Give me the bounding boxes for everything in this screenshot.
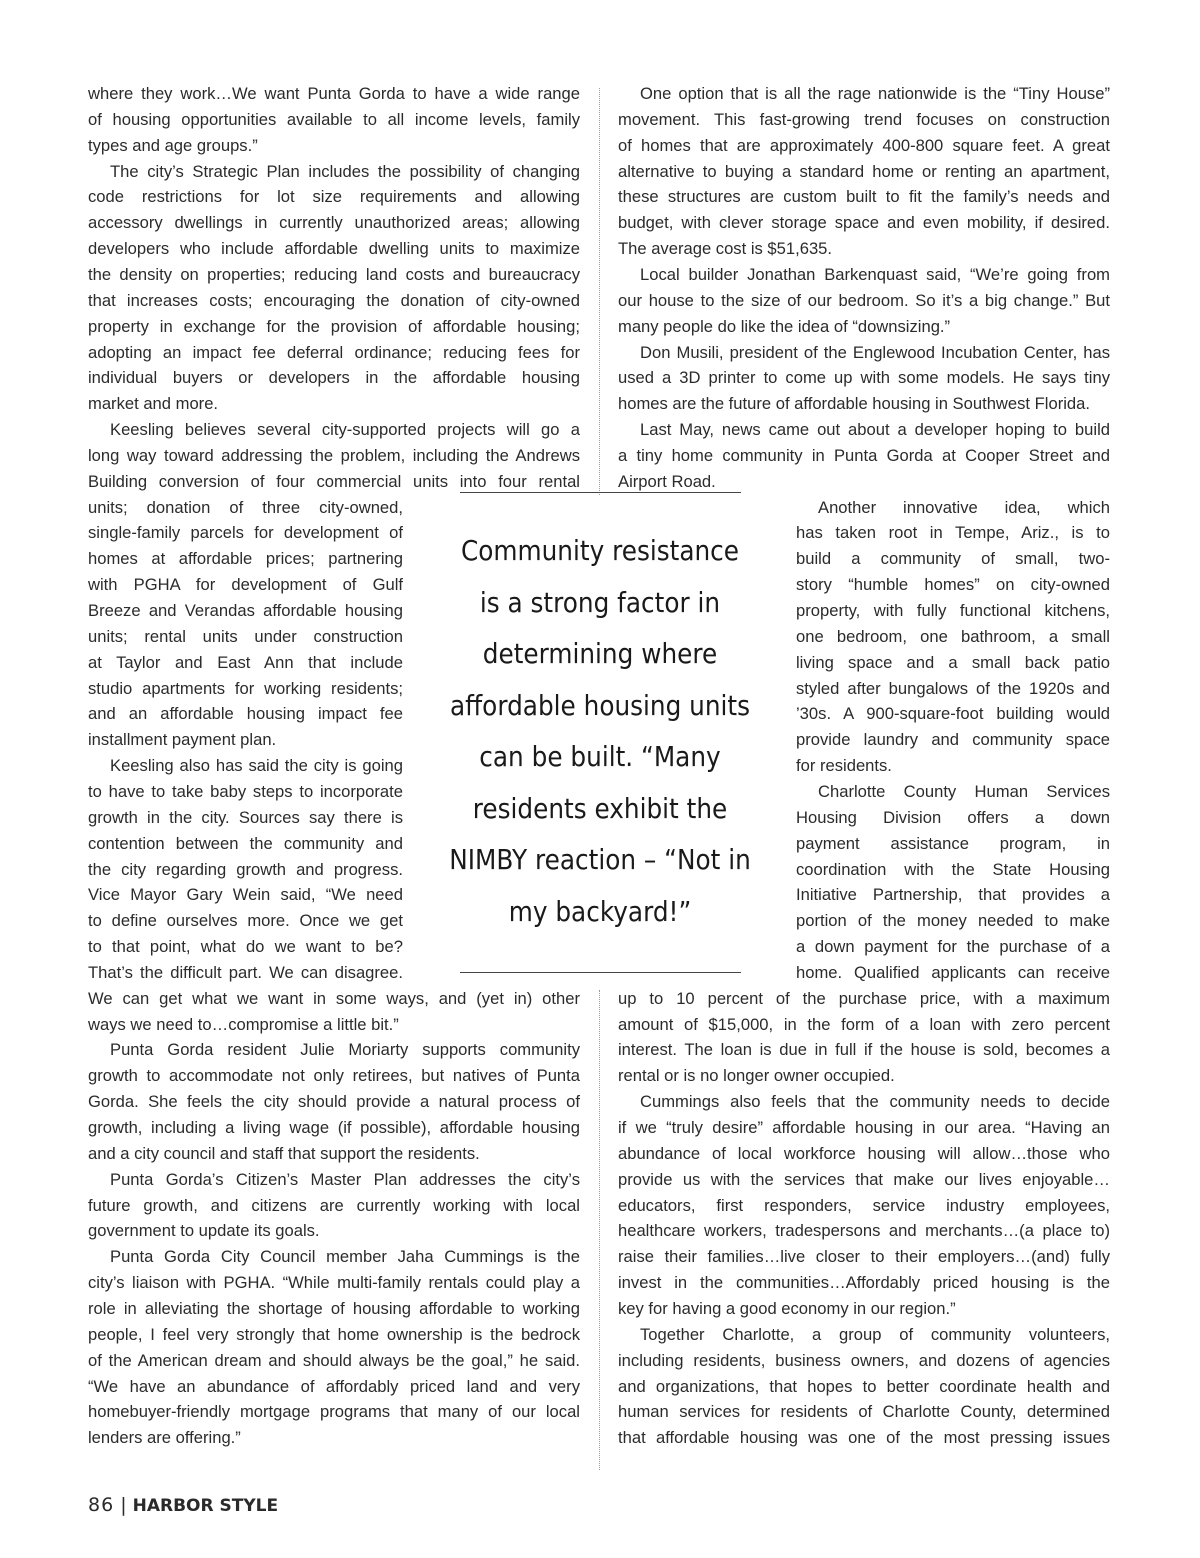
text-line: role in alleviating the shortage of housing affordable to working [88, 1298, 580, 1318]
text-line: Punta Gorda City Council member Jaha Cummings is the [110, 1247, 580, 1267]
text-line: rental or is no longer owner occupied. [618, 1066, 895, 1086]
text-line: Breeze and Verandas affordable housing [88, 601, 403, 620]
text-line: Housing Division offers a down [796, 807, 1110, 827]
text-line: long way toward addressing the problem, including the Andrews [88, 445, 580, 465]
text-line: up to 10 percent of the purchase price, with a maximum [618, 988, 1110, 1008]
text-line: the city regarding growth and progress. [88, 859, 403, 879]
text-line: homebuyer-friendly mortgage programs that many of our local [88, 1402, 580, 1422]
text-line: many people do like the idea of “downsizing.” [618, 316, 951, 336]
text-line: Building conversion of four commercial units into four rental [88, 471, 580, 491]
pull-quote-line: NIMBY reaction – “Not in [449, 844, 751, 876]
text-line: provide laundry and community space [796, 730, 1110, 750]
text-line: growth to accommodate not only retirees, but natives of Punta [88, 1066, 580, 1086]
text-line: types and age groups.” [88, 135, 258, 155]
text-line: developers who include affordable dwelling units to maximize [88, 239, 580, 259]
text-line: Initiative Partnership, that provides a [796, 885, 1110, 905]
text-line: market and more. [88, 394, 219, 414]
text-line: individual buyers or developers in the affordable housing [88, 368, 580, 388]
text-line: coordination with the State Housing [796, 859, 1110, 879]
text-line: growth in the city. Sources say there is [88, 807, 403, 827]
text-line: styled after bungalows of the 1920s and [796, 678, 1110, 698]
text-line: Vice Mayor Gary Wein said, “We need [88, 885, 403, 905]
text-line: of housing opportunities available to all income levels, family [88, 109, 580, 129]
text-line: home. Qualified applicants can receive [796, 962, 1110, 982]
text-line: people, I feel very strongly that home ownership is the bedrock [88, 1324, 580, 1344]
text-line: used a 3D printer to come up with some models. He says tiny [618, 368, 1110, 388]
text-line: lenders are offering.” [88, 1428, 241, 1448]
pull-quote-line: can be built. “Many [479, 741, 721, 773]
text-line: ’30s. A 900-square-foot building would [796, 704, 1110, 724]
text-line: That’s the difficult part. We can disagree. [88, 962, 403, 982]
column-divider [599, 990, 600, 1470]
text-line: movement. This fast-growing trend focuses on construction [618, 109, 1110, 129]
text-line: homes are the future of affordable housing in Southwest Florida. [618, 394, 1090, 414]
text-line: one bedroom, one bathroom, a small [796, 626, 1110, 646]
text-line: build a community of small, two- [796, 549, 1110, 569]
text-line: amount of $15,000, in the form of a loan with zero percent [618, 1014, 1110, 1034]
text-line: Local builder Jonathan Barkenquast said, “We’re going from [640, 264, 1110, 284]
text-line: installment payment plan. [88, 730, 277, 750]
text-line: Another innovative idea, which [818, 497, 1110, 517]
text-line: One option that is all the rage nationwide is the “Tiny House” [640, 84, 1110, 103]
text-line: and organizations, that hopes to better coordinate health and [618, 1376, 1110, 1396]
pull-quote-line: determining where [482, 638, 718, 670]
text-line: units; donation of three city-owned, [88, 497, 403, 517]
text-line: Cummings also feels that the community needs to decide [640, 1092, 1110, 1112]
text-line: Charlotte County Human Services [818, 781, 1110, 801]
text-line: living space and a small back patio [796, 652, 1110, 672]
text-line: property, with fully functional kitchens, [796, 601, 1110, 620]
text-line: that increases costs; encouraging the donation of city-owned [88, 290, 580, 310]
text-line: abundance of local workforce housing will allow…those who [618, 1143, 1110, 1163]
text-line: and a city council and staff that support the residents. [88, 1143, 480, 1163]
text-line: of homes that are approximately 400-800 square feet. A great [618, 135, 1110, 155]
pull-quote-line: residents exhibit the [472, 792, 728, 825]
magazine-name: HARBOR STYLE [132, 1496, 279, 1516]
text-line: units; rental units under construction [88, 626, 403, 646]
page-number: 86 [88, 1494, 115, 1516]
text-line: Don Musili, president of the Englewood Incubation Center, has [640, 342, 1110, 362]
text-line: at Taylor and East Ann that include [88, 652, 403, 672]
text-line: adopting an impact fee deferral ordinance; reducing fees for [88, 342, 580, 362]
text-line: ways we need to…compromise a little bit.” [88, 1014, 399, 1034]
text-line: portion of the money needed to make [796, 911, 1110, 931]
pull-quote-line: Community resistance [460, 535, 740, 567]
text-line: accessory dwellings in currently unauthorized areas; allowing [88, 213, 580, 233]
text-line: the density on properties; reducing land costs and bureaucracy [88, 264, 580, 284]
text-line: Last May, news came out about a developer hoping to build [640, 420, 1110, 440]
text-line: contention between the community and [88, 833, 403, 853]
text-line: where they work…We want Punta Gorda to have a wide range [88, 84, 580, 103]
text-line: alternative to buying a standard home or renting an apartment, [618, 161, 1110, 181]
text-line: for residents. [796, 756, 892, 776]
text-line: government to update its goals. [88, 1221, 320, 1241]
text-line: Together Charlotte, a group of community volunteers, [640, 1324, 1110, 1344]
pull-quote-line: my backyard!” [508, 895, 692, 928]
text-line: “We have an abundance of affordably priced land and very [88, 1376, 580, 1396]
text-line: Airport Road. [618, 471, 716, 491]
text-line: these structures are custom built to fit the family’s needs and [618, 187, 1110, 207]
text-line: The city’s Strategic Plan includes the possibility of changing [110, 161, 580, 181]
text-line: studio apartments for working residents; [88, 678, 403, 698]
text-line: key for having a good economy in our region.” [618, 1298, 956, 1318]
text-line: Punta Gorda resident Julie Moriarty supports community [110, 1040, 580, 1060]
text-line: invest in the communities…Affordably priced housing is the [618, 1273, 1110, 1293]
pull-quote-line: is a strong factor in [479, 586, 721, 619]
pull-quote-line: affordable housing units [449, 689, 751, 722]
text-line: including residents, business owners, and dozens of agencies [618, 1350, 1110, 1370]
text-line: provide us with the services that make our lives enjoyable… [618, 1169, 1110, 1189]
text-line: healthcare workers, tradespersons and merchants…(a place to) [618, 1221, 1110, 1241]
text-line: growth, including a living wage (if possible), affordable housing [88, 1118, 580, 1137]
page-footer [88, 1490, 278, 1520]
text-line: to have to take baby steps to incorporate [88, 781, 403, 801]
text-line: future growth, and citizens are currently working with local [88, 1195, 580, 1215]
text-line: homes at affordable prices; partnering [88, 549, 403, 569]
text-line: has taken root in Tempe, Ariz., is to [796, 523, 1110, 543]
text-line: payment assistance program, in [796, 833, 1110, 853]
text-line: The average cost is $51,635. [618, 239, 833, 259]
text-line: story “humble homes” on city-owned [796, 575, 1110, 595]
text-line: single-family parcels for development of [88, 523, 403, 543]
text-line: We can get what we want in some ways, and (yet in) other [88, 988, 580, 1008]
pull-quote-bottom-rule [460, 972, 741, 973]
text-line: property in exchange for the provision of affordable housing; [88, 316, 580, 336]
text-line: our house to the size of our bedroom. So it’s a big change.” But [618, 290, 1110, 310]
text-line: Punta Gorda’s Citizen’s Master Plan addresses the city’s [110, 1169, 580, 1189]
text-line: human services for residents of Charlotte County, determined [618, 1402, 1110, 1422]
text-line: Gorda. She feels the city should provide a natural process of [88, 1092, 580, 1112]
text-line: of the American dream and should always be the goal,” he said. [88, 1350, 580, 1370]
column-divider [599, 88, 600, 495]
text-line: interest. The loan is due in full if the house is sold, becomes a [618, 1040, 1110, 1060]
text-line: budget, with clever storage space and even mobility, if desired. [618, 213, 1110, 233]
text-line: educators, first responders, service industry employees, [618, 1195, 1110, 1215]
text-line: city’s liaison with PGHA. “While multi-family rentals could play a [88, 1273, 580, 1293]
text-line: code restrictions for lot size requirements and allowing [88, 187, 580, 207]
text-line: to define ourselves more. Once we get [88, 911, 403, 931]
text-line: that affordable housing was one of the most pressing issues [618, 1428, 1110, 1448]
pull-quote-top-rule [460, 492, 741, 493]
text-line: to that point, what do we want to be? [88, 937, 403, 957]
text-line: with PGHA for development of Gulf [88, 575, 403, 595]
text-line: and an affordable housing impact fee [88, 704, 403, 724]
text-line: Keesling believes several city-supported projects will go a [110, 420, 580, 440]
text-line: Keesling also has said the city is going [110, 756, 403, 776]
footer-separator: | [120, 1494, 127, 1516]
text-line: a down payment for the purchase of a [796, 937, 1110, 957]
text-line: raise their families…live closer to their employers…(and) fully [618, 1247, 1110, 1267]
text-line: if we “truly desire” affordable housing in our area. “Having an [618, 1118, 1110, 1137]
text-line: a tiny home community in Punta Gorda at Cooper Street and [618, 445, 1110, 465]
